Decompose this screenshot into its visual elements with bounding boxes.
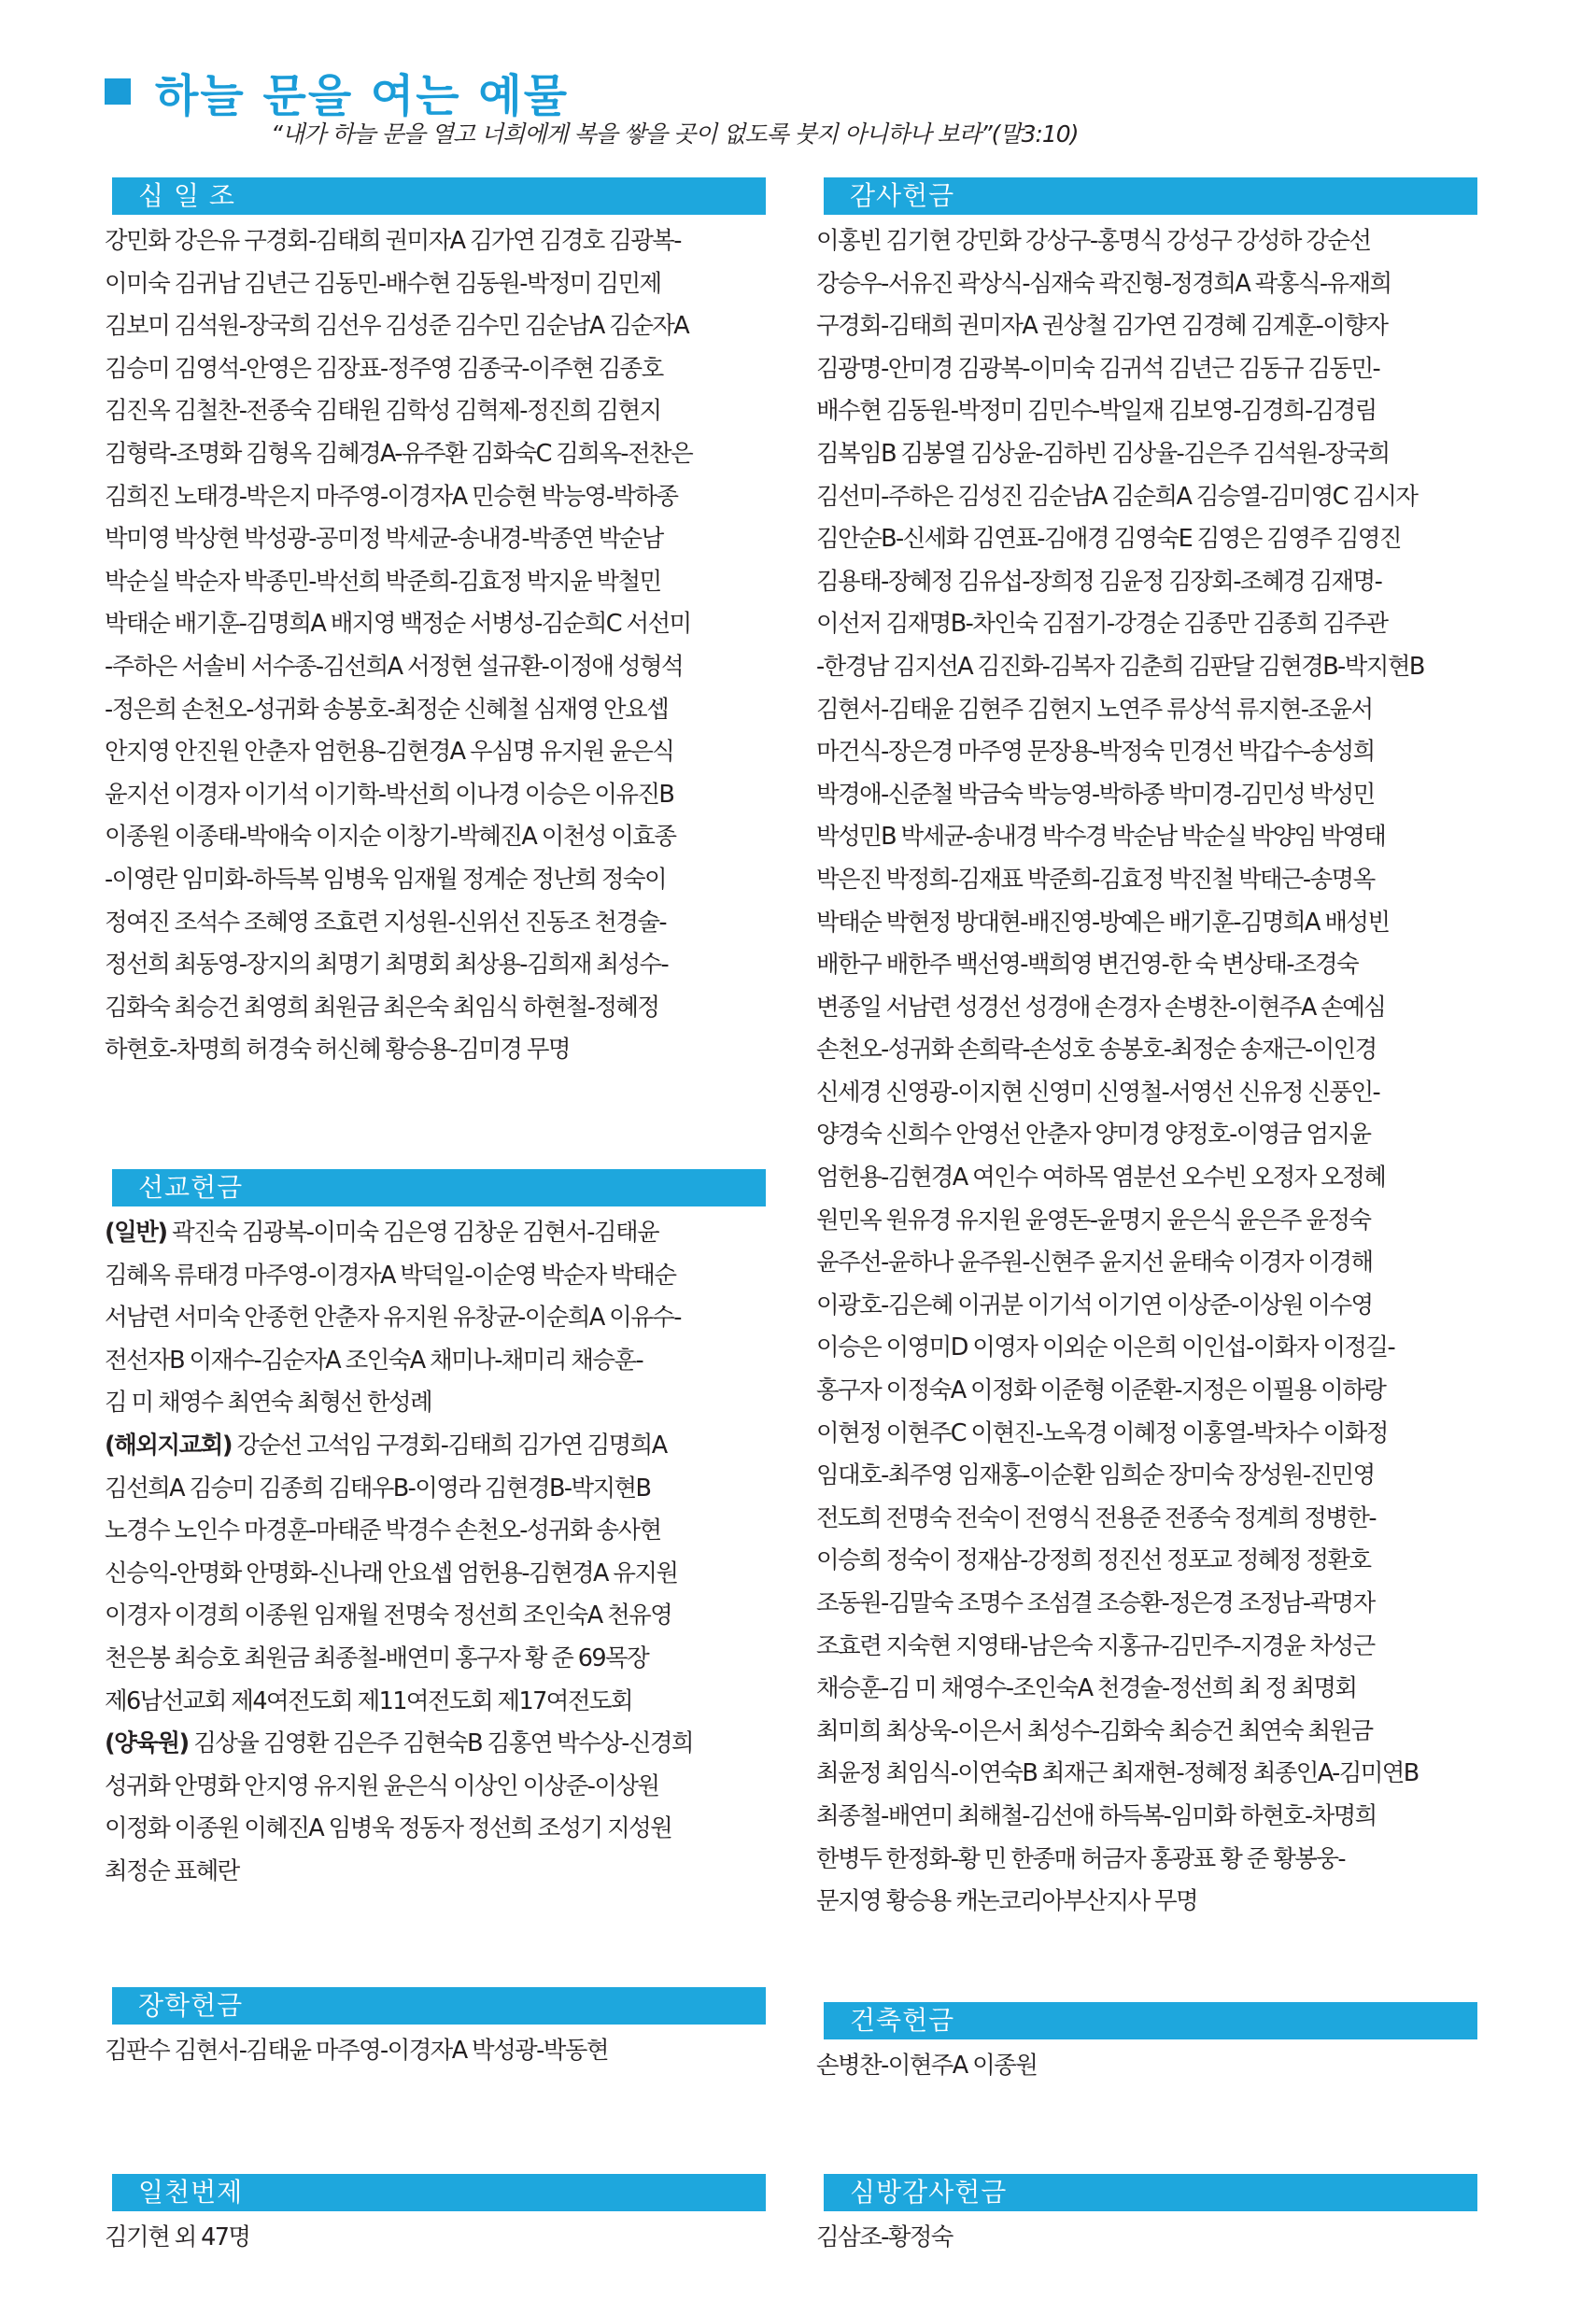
list-line: 손천오-성귀화 손희락-손성호 송봉호-최정순 송재근-이인경 xyxy=(816,1036,1377,1065)
name-list xyxy=(105,220,766,1072)
list-line xyxy=(105,1723,766,1766)
list-line: 김기현 외 47명 xyxy=(105,2223,250,2251)
list-line: 박은진 박정희-김재표 박준희-김효정 박진철 박태근-송명옥 xyxy=(816,865,1375,894)
name-list xyxy=(816,2217,1477,2260)
list-line: 이광호-김은혜 이귀분 이기석 이기연 이상준-이상원 이수영 xyxy=(816,1291,1373,1319)
name-list xyxy=(816,220,1477,1924)
list-line-text: 최정순 표혜란 xyxy=(105,1856,239,1885)
list-line: -주하은 서솔비 서수종-김선희A 서정현 설규환-이정애 성형석 xyxy=(105,652,683,681)
name-list xyxy=(816,2045,1477,2088)
list-line: 강승우-서유진 곽상식-심재숙 곽진형-정경희A 곽홍식-유재희 xyxy=(816,269,1391,298)
scripture-verse: “내가 하늘 문을 열고 너희에게 복을 쌓을 곳이 없도록 붓지 아니하나 보라”(말3:10) xyxy=(271,120,1079,148)
list-line: 엄헌용-김현경A 여인수 여하목 염분선 오수빈 오정자 오정혜 xyxy=(816,1164,1386,1192)
section-building xyxy=(816,2002,1477,2088)
list-line: 윤지선 이경자 이기석 이기학-박선희 이나경 이승은 이유진B xyxy=(105,780,674,809)
list-line: 양경숙 신희수 안영선 안춘자 양미경 양정호-이영금 엄지윤 xyxy=(816,1121,1371,1150)
page-title: 하늘 문을 여는 예물 xyxy=(155,69,570,122)
list-line: 정여진 조석수 조혜영 조효련 지성원-신위선 진동조 천경술- xyxy=(105,908,667,937)
list-line: 안지영 안진원 안춘자 엄헌용-김현경A 우심명 유지원 윤은식 xyxy=(105,738,674,767)
list-line: 김삼조-황정숙 xyxy=(816,2223,953,2251)
section-title: 장학헌금 xyxy=(112,1987,766,2025)
group-label: (일반) xyxy=(105,1219,167,1247)
list-line xyxy=(105,1553,766,1596)
name-list xyxy=(105,2030,766,2073)
list-line xyxy=(105,1340,766,1383)
list-line: 박성민B 박세균-송내경 박수경 박순남 박순실 박양임 박영태 xyxy=(816,823,1386,852)
list-line: 김선미-주하은 김성진 김순남A 김순희A 김승열-김미영C 김시자 xyxy=(816,482,1418,511)
list-line: 정선희 최동영-장지의 최명기 최명회 최상용-김희재 최성수- xyxy=(105,951,669,980)
list-line: 배수현 김동원-박정미 김민수-박일재 김보영-김경희-김경림 xyxy=(816,397,1377,426)
list-line: -한경남 김지선A 김진화-김복자 김춘희 김판달 김현경B-박지현B xyxy=(816,652,1424,681)
list-line-text: 신승익-안명화 안명화-신나래 안요셉 엄헌용-김현경A 유지원 xyxy=(105,1559,678,1587)
list-line: 박미영 박상현 박성광-공미정 박세균-송내경-박종연 박순남 xyxy=(105,525,663,554)
list-line: -정은희 손천오-성귀화 송봉호-최정순 신혜철 심재영 안요셉 xyxy=(105,695,669,724)
list-line: 김현서-김태윤 김현주 김현지 노연주 류상석 류지현-조윤서 xyxy=(816,695,1373,724)
list-line: 마건식-장은경 마주영 문장용-박정숙 민경선 박갑수-송성희 xyxy=(816,738,1375,767)
list-line: 김보미 김석원-장국희 김선우 김성준 김수민 김순남A 김순자A xyxy=(105,312,689,341)
list-line: 이종원 이종태-박애숙 이지순 이창기-박혜진A 이천성 이효종 xyxy=(105,823,676,852)
section-thanks xyxy=(816,177,1477,1924)
list-line: 구경회-김태희 권미자A 권상철 김가연 김경혜 김계훈-이향자 xyxy=(816,312,1388,341)
list-line xyxy=(105,1851,766,1894)
list-line: 신세경 신영광-이지현 신영미 신영철-서영선 신유정 신풍인- xyxy=(816,1078,1380,1107)
list-line: 임대호-최주영 임재홍-이순환 임희순 장미숙 장성원-진민영 xyxy=(816,1461,1375,1490)
group-label: (해외지교회) xyxy=(105,1431,232,1460)
list-line: 박태순 박현정 방대현-배진영-방예은 배기훈-김명희A 배성빈 xyxy=(816,908,1390,937)
list-line: 김판수 김현서-김태윤 마주영-이경자A 박성광-박동현 xyxy=(105,2037,608,2065)
list-line xyxy=(105,1808,766,1851)
section-visitation xyxy=(816,2174,1477,2260)
list-line: 채승훈-김 미 채영수-조인숙A 천경술-정선희 최 정 최명회 xyxy=(816,1674,1357,1703)
list-line xyxy=(105,1468,766,1511)
list-line xyxy=(105,1638,766,1681)
list-line: 김안순B-신세화 김연표-김애경 김영숙E 김영은 김영주 김영진 xyxy=(816,525,1401,554)
list-line: 이홍빈 김기현 강민화 강상구-홍명식 강성구 강성하 강순선 xyxy=(816,227,1371,255)
list-line: 강민화 강은유 구경회-김태희 권미자A 김가연 김경호 김광복- xyxy=(105,227,681,255)
list-line-text: 이경자 이경희 이종원 임재월 전명숙 정선희 조인숙A 천유영 xyxy=(105,1601,672,1630)
list-line: 김광명-안미경 김광복-이미숙 김귀석 김년근 김동규 김동민- xyxy=(816,354,1380,383)
list-line-text: 김혜옥 류태경 마주영-이경자A 박덕일-이순영 박순자 박태순 xyxy=(105,1261,676,1290)
list-line-text: 김상율 김영환 김은주 김현숙B 김홍연 박수상-신경희 xyxy=(188,1729,693,1758)
list-line-text: 서남련 서미숙 안종헌 안춘자 유지원 유창균-이순희A 이유수- xyxy=(105,1304,681,1333)
section-tithe xyxy=(105,177,766,1072)
list-line: 손병찬-이현주A 이종원 xyxy=(816,2052,1038,2080)
list-line xyxy=(105,1382,766,1425)
list-line: 배한구 배한주 백선영-백희영 변건영-한 숙 변상태-조경숙 xyxy=(816,951,1359,980)
list-line: 홍구자 이정숙A 이정화 이준형 이준환-지정은 이필용 이하랑 xyxy=(816,1376,1386,1405)
section-title: 일천번제 xyxy=(112,2174,766,2211)
list-line: 김희진 노태경-박은지 마주영-이경자A 민승현 박능영-박하종 xyxy=(105,482,678,511)
list-line: 이선저 김재명B-차인숙 김점기-강경순 김종만 김종희 김주관 xyxy=(816,610,1388,639)
list-line: 원민옥 원유경 유지원 윤영돈-윤명지 윤은식 윤은주 윤정숙 xyxy=(816,1206,1371,1235)
list-line: 박순실 박순자 박종민-박선희 박준희-김효정 박지윤 박철민 xyxy=(105,567,661,596)
list-line: 김용태-장혜정 김유섭-장희정 김윤정 김장회-조혜경 김재명- xyxy=(816,567,1382,596)
list-line: 최종철-배연미 최해철-김선애 하득복-임미화 하현호-차명희 xyxy=(816,1801,1377,1830)
section-title: 십 일 조 xyxy=(112,177,766,215)
list-line xyxy=(105,1510,766,1553)
section-thousandth xyxy=(105,2174,766,2260)
list-line-text: 제6남선교회 제4여전도회 제11여전도회 제17여전도회 xyxy=(105,1686,632,1715)
list-line-text: 김선희A 김승미 김종희 김태우B-이영라 김현경B-박지현B xyxy=(105,1474,651,1503)
list-line: 한병두 한정화-황 민 한종매 허금자 홍광표 황 준 황봉웅- xyxy=(816,1844,1345,1873)
section-scholarship xyxy=(105,1987,766,2073)
list-line: 김화숙 최승건 최영희 최원금 최은숙 최임식 하현철-정혜정 xyxy=(105,993,659,1022)
list-line: 박경애-신준철 박금숙 박능영-박하종 박미경-김민성 박성민 xyxy=(816,780,1375,809)
section-mission xyxy=(105,1169,766,1894)
list-line: 김복임B 김봉열 김상윤-김하빈 김상율-김은주 김석원-장국희 xyxy=(816,439,1390,468)
list-line xyxy=(105,1595,766,1638)
list-line: 조동원-김말숙 조명수 조섬결 조승환-정은경 조정남-곽명자 xyxy=(816,1589,1375,1617)
list-line: 조효련 지숙현 지영태-남은숙 지홍규-김민주-지경윤 차성근 xyxy=(816,1631,1375,1660)
list-line: 김승미 김영석-안영은 김장표-정주영 김종국-이주현 김종호 xyxy=(105,354,663,383)
list-line: 박태순 배기훈-김명희A 배지영 백정순 서병성-김순희C 서선미 xyxy=(105,610,691,639)
list-line: 김진옥 김철찬-전종숙 김태원 김학성 김혁제-정진희 김현지 xyxy=(105,397,661,426)
list-line-text: 노경수 노인수 마경훈-마태준 박경수 손천오-성귀화 송사현 xyxy=(105,1517,661,1545)
list-line xyxy=(105,1297,766,1340)
list-line: 이현정 이현주C 이현진-노옥경 이혜정 이홍열-박차수 이화정 xyxy=(816,1418,1388,1447)
list-line: 변종일 서남련 성경선 성경애 손경자 손병찬-이현주A 손예심 xyxy=(816,993,1386,1022)
list-line-text: 김 미 채영수 최연숙 최형선 한성례 xyxy=(105,1389,431,1418)
list-line: 이승은 이영미D 이영자 이외순 이은희 이인섭-이화자 이정길- xyxy=(816,1333,1395,1362)
list-line: 하현호-차명희 허경숙 허신혜 황승용-김미경 무명 xyxy=(105,1036,570,1065)
list-line xyxy=(105,1681,766,1724)
bullet-square-icon xyxy=(105,78,131,105)
list-line-text: 천은봉 최승호 최원금 최종철-배연미 홍구자 황 준 69목장 xyxy=(105,1644,649,1672)
list-line: 김형락-조명화 김형옥 김혜경A-유주환 김화숙C 김희옥-전찬은 xyxy=(105,439,693,468)
list-line-text: 강순선 고석임 구경회-김태희 김가연 김명희A xyxy=(231,1431,667,1460)
name-list xyxy=(105,1212,766,1894)
list-line: 최미희 최상욱-이은서 최성수-김화숙 최승건 최연숙 최원금 xyxy=(816,1716,1373,1745)
section-title: 심방감사헌금 xyxy=(824,2174,1477,2211)
list-line: 이승희 정숙이 정재삼-강정희 정진선 정포교 정혜정 정환호 xyxy=(816,1546,1371,1575)
list-line-text: 성귀화 안명화 안지영 유지원 윤은식 이상인 이상준-이상원 xyxy=(105,1771,659,1800)
list-line xyxy=(105,1212,766,1255)
list-line-text: 곽진숙 김광복-이미숙 김은영 김창운 김현서-김태윤 xyxy=(166,1219,659,1247)
list-line xyxy=(105,1425,766,1468)
section-title: 건축헌금 xyxy=(824,2002,1477,2039)
list-line: 문지영 황승용 캐논코리아부산지사 무명 xyxy=(816,1887,1198,1916)
list-line-text: 이정화 이종원 이혜진A 임병욱 정동자 정선희 조성기 지성원 xyxy=(105,1814,672,1843)
list-line: 윤주선-윤하나 윤주원-신현주 윤지선 윤태숙 이경자 이경해 xyxy=(816,1249,1373,1277)
list-line-text: 전선자B 이재수-김순자A 조인숙A 채미나-채미리 채승훈- xyxy=(105,1346,643,1375)
section-title: 선교헌금 xyxy=(112,1169,766,1206)
list-line: 전도희 전명숙 전숙이 전영식 전용준 전종숙 정계희 정병한- xyxy=(816,1503,1376,1532)
name-list xyxy=(105,2217,766,2260)
group-label: (양육원) xyxy=(105,1729,189,1758)
list-line xyxy=(105,1255,766,1298)
list-line: 최윤정 최임식-이연숙B 최재근 최재현-정혜정 최종인A-김미연B xyxy=(816,1759,1419,1788)
section-title: 감사헌금 xyxy=(824,177,1477,215)
list-line: 이미숙 김귀남 김년근 김동민-배수현 김동원-박정미 김민제 xyxy=(105,269,661,298)
list-line: -이영란 임미화-하득복 임병욱 임재월 정계순 정난희 정숙이 xyxy=(105,865,667,894)
list-line xyxy=(105,1766,766,1809)
